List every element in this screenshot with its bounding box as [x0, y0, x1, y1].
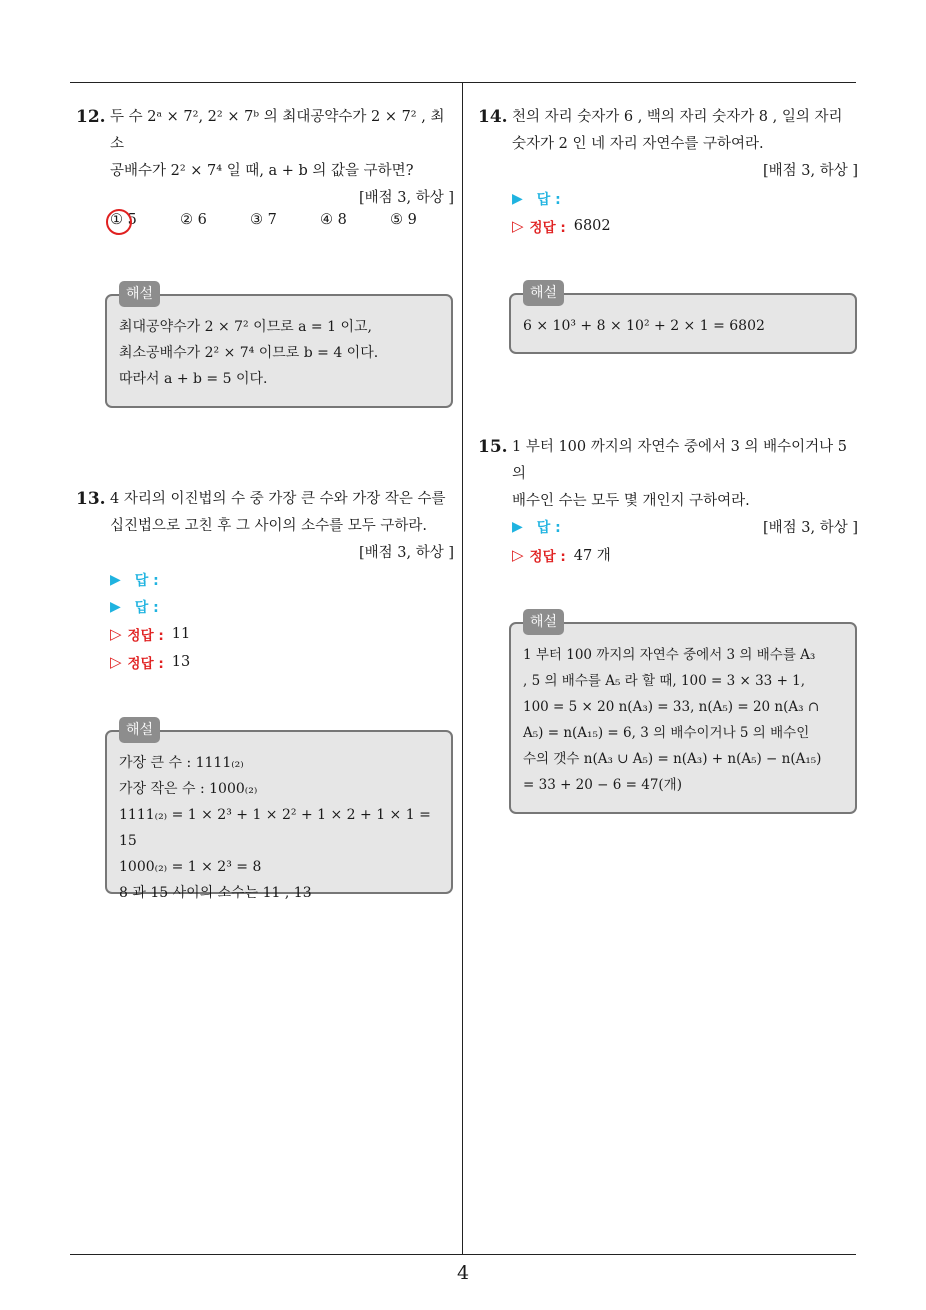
choice-5[interactable] [390, 212, 460, 228]
question-number: 15. [478, 437, 508, 457]
correct-answer-row [512, 216, 611, 236]
answer-input-row[interactable] [110, 597, 173, 617]
play-triangle-icon: ▶ [512, 191, 523, 207]
solution-line: = 33 + 20 − 6 = 47(개) [523, 777, 682, 793]
answer-input-row[interactable] [512, 189, 575, 209]
question-13 [76, 486, 454, 566]
play-triangle-icon: ▶ [512, 519, 523, 535]
solution-tag: 해설 [523, 609, 564, 635]
play-triangle-icon: ▶ [110, 572, 121, 588]
question-number: 12. [76, 107, 106, 127]
score-meta: [배점 3, 하상 ] [358, 190, 454, 206]
question-12 [76, 104, 454, 211]
choice-4[interactable] [320, 212, 390, 228]
correct-answer-value: 13 [171, 654, 191, 670]
question-number: 14. [478, 107, 508, 127]
solution-tag: 해설 [119, 281, 160, 307]
question-text-line: 1 부터 100 까지의 자연수 중에서 3 의 배수이거나 5 의 [512, 439, 847, 482]
score-meta: [배점 3, 하상 ] [358, 545, 454, 561]
selected-circle-mark [106, 209, 132, 235]
solution-box [105, 286, 453, 408]
solution-box [509, 285, 857, 354]
choice-1[interactable] [110, 212, 180, 228]
choice-label: ② 6 [180, 212, 207, 228]
answer-label: 답 : [536, 520, 561, 536]
solution-line: 1000₍₂₎ = 1 × 2³ = 8 [119, 859, 262, 875]
solution-tag: 해설 [523, 280, 564, 306]
outline-triangle-icon: ▷ [110, 625, 122, 643]
choice-label: ① 5 [110, 212, 137, 228]
page-number: 4 [456, 1262, 470, 1284]
question-text-line: 공배수가 2² × 7⁴ 일 때, a + b 의 값을 구하면? [110, 163, 414, 179]
solution-tag: 해설 [119, 717, 160, 743]
correct-label: 정답 : [127, 656, 164, 672]
solution-line: 6 × 10³ + 8 × 10² + 2 × 1 = 6802 [523, 318, 765, 334]
question-text-line: 두 수 2ᵃ × 7², 2² × 7ᵇ 의 최대공약수가 2 × 7² , 최소 [110, 109, 445, 152]
correct-answer-row [512, 544, 611, 565]
answer-label: 답 : [536, 192, 561, 208]
solution-line: 따라서 a + b = 5 이다. [119, 371, 268, 387]
outline-triangle-icon: ▷ [110, 653, 122, 671]
solution-line: 최소공배수가 2² × 7⁴ 이므로 b = 4 이다. [119, 345, 379, 361]
solution-line: A₅) = n(A₁₅) = 6, 3 의 배수이거나 5 의 배수인 [523, 725, 810, 741]
play-triangle-icon: ▶ [110, 599, 121, 615]
choice-label: ⑤ 9 [390, 212, 417, 228]
choice-label: ③ 7 [250, 212, 277, 228]
solution-line: , 5 의 배수를 A₅ 라 할 때, 100 = 3 × 33 + 1, [523, 673, 806, 689]
column-divider [462, 82, 463, 1254]
question-text-line: 십진법으로 고친 후 그 사이의 소수를 모두 구하라. [110, 518, 428, 534]
question-text-line: 배수인 수는 모두 몇 개인지 구하여라. [512, 493, 750, 509]
correct-answer-row [110, 624, 190, 644]
question-14 [478, 104, 858, 184]
choice-3[interactable] [250, 212, 320, 228]
solution-line: 100 = 5 × 20 n(A₃) = 33, n(A₅) = 20 n(A₃ ∩ [523, 699, 820, 715]
correct-answer-value: 11 [171, 626, 191, 642]
question-number: 13. [76, 489, 106, 509]
choice-label: ④ 8 [320, 212, 347, 228]
score-meta: [배점 3, 하상 ] [762, 163, 858, 179]
answer-input-row[interactable] [110, 570, 173, 590]
solution-line: 1 부터 100 까지의 자연수 중에서 3 의 배수를 A₃ [523, 647, 816, 663]
solution-line: 1111₍₂₎ = 1 × 2³ + 1 × 2² + 1 × 2 + 1 × 1 = 15 [119, 807, 431, 849]
solution-box [509, 614, 857, 814]
question-text-line: 천의 자리 숫자가 6 , 백의 자리 숫자가 8 , 일의 자리 [512, 109, 843, 125]
outline-triangle-icon: ▷ [512, 217, 524, 235]
answer-input-row[interactable] [512, 517, 575, 537]
correct-answer-value: 47 개 [573, 548, 611, 564]
question-text-line: 4 자리의 이진법의 수 중 가장 큰 수와 가장 작은 수를 [110, 491, 446, 507]
solution-line: 수의 갯수 n(A₃ ∪ A₅) = n(A₃) + n(A₅) − n(A₁₅) [523, 751, 822, 767]
correct-answer-value: 6802 [573, 218, 611, 234]
answer-label: 답 : [134, 600, 159, 616]
solution-line: 8 과 15 사이의 소수는 11 , 13 [119, 885, 312, 901]
outline-triangle-icon: ▷ [512, 545, 524, 564]
correct-label: 정답 : [127, 628, 164, 644]
bottom-rule [70, 1254, 856, 1255]
solution-line: 가장 큰 수 : 1111₍₂₎ [119, 755, 244, 771]
correct-label: 정답 : [529, 220, 566, 236]
answer-label: 답 : [134, 573, 159, 589]
solution-line: 최대공약수가 2 × 7² 이므로 a = 1 이고, [119, 319, 372, 335]
solution-box [105, 722, 453, 901]
correct-answer-row [110, 652, 190, 672]
answer-choices [110, 212, 460, 228]
solution-line: 가장 작은 수 : 1000₍₂₎ [119, 781, 258, 797]
score-meta: [배점 3, 하상 ] [762, 520, 858, 536]
question-text-line: 숫자가 2 인 네 자리 자연수를 구하여라. [512, 136, 764, 152]
top-rule [70, 82, 856, 83]
correct-label: 정답 : [529, 548, 566, 565]
choice-2[interactable] [180, 212, 250, 228]
